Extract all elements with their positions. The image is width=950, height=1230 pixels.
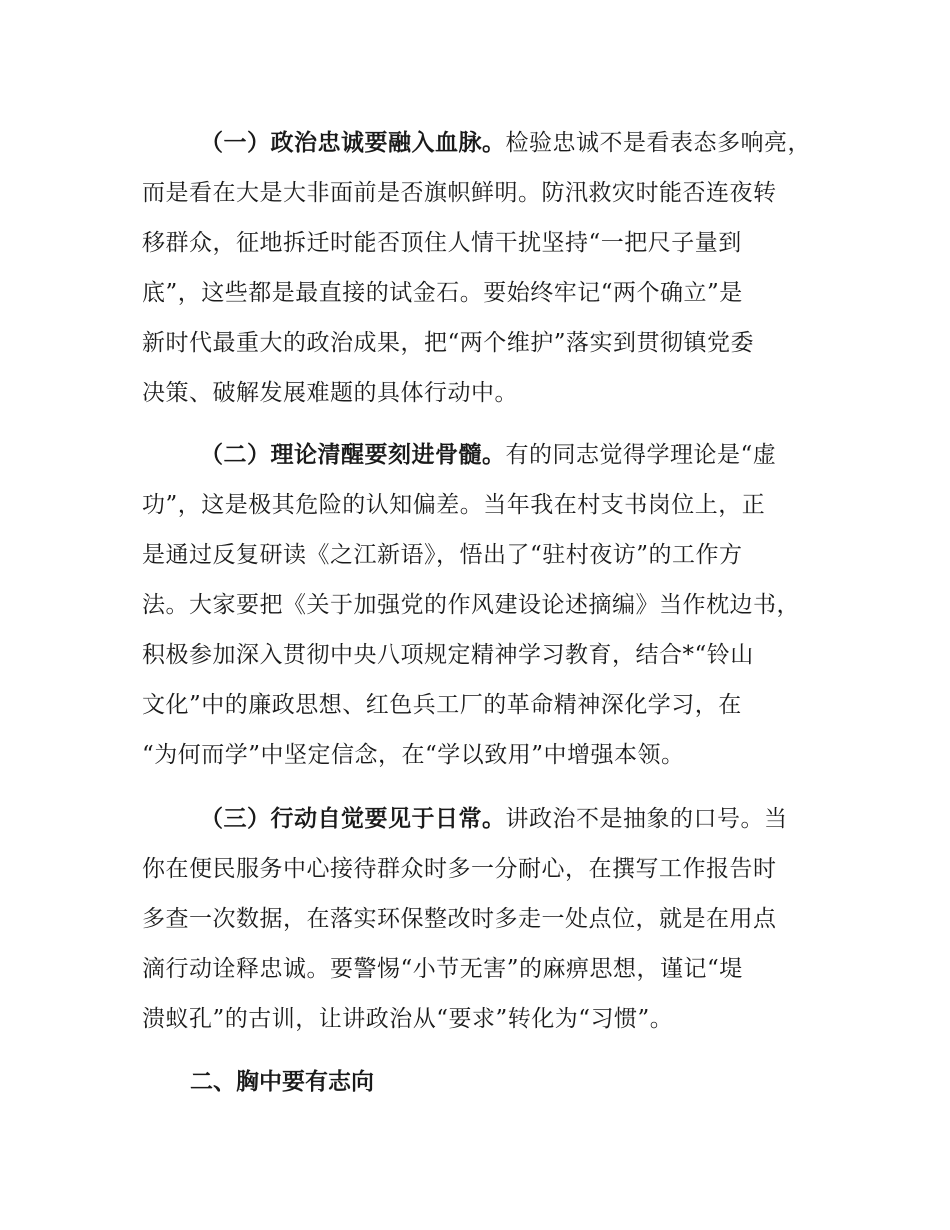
paragraph-heading: （三）行动自觉要见于日常。 <box>200 806 506 832</box>
paragraph-line: 你在便民服务中心接待群众时多一分耐心，在撰写工作报告时 <box>142 856 777 882</box>
paragraph-line: “为何而学”中坚定信念，在“学以致用”中增强本领。 <box>142 742 685 768</box>
paragraph-first-line <box>142 118 814 168</box>
section-title: 二、胸中要有志向 <box>190 1069 374 1095</box>
paragraph-line: 积极参加深入贯彻中央八项规定精神学习教育，结合*“铃山 <box>142 642 754 668</box>
paragraph-line: 滴行动诠释忠诚。要警惕“小节无害”的麻痹思想，谨记“堤 <box>142 956 743 982</box>
paragraph-line: 是通过反复研读《之江新语》，悟出了“驻村夜访”的工作方 <box>142 542 743 568</box>
paragraph-action-awareness <box>142 794 814 1044</box>
paragraph-text: 有的同志觉得学理论是“虚 <box>505 442 777 468</box>
paragraph-line: 多查一次数据，在落实环保整改时多走一处点位，就是在用点 <box>142 906 777 932</box>
paragraph-first-line <box>142 794 814 844</box>
paragraph-line: 功”，这是极其危险的认知偏差。当年我在村支书岗位上，正 <box>142 492 766 518</box>
paragraph-line: 而是看在大是大非面前是否旗帜鲜明。防汛救灾时能否连夜转 <box>142 180 777 206</box>
paragraph-text: 讲政治不是抽象的口号。当 <box>505 806 788 832</box>
paragraph-line: 文化”中的廉政思想、红色兵工厂的革命精神深化学习，在 <box>142 692 742 718</box>
paragraph-political-loyalty <box>142 118 814 418</box>
paragraph-line: 新时代最重大的政治成果，把“两个维护”落实到贯彻镇党委 <box>142 330 755 356</box>
paragraph-heading: （一）政治忠诚要融入血脉。 <box>200 130 506 156</box>
paragraph-text: 检验忠诚不是看表态多响亮， <box>505 130 811 156</box>
paragraph-line: 底”，这些都是最直接的试金石。要始终牢记“两个确立”是 <box>142 280 743 306</box>
paragraph-line: 决策、破解发展难题的具体行动中。 <box>142 380 518 406</box>
paragraph-line: 法。大家要把《关于加强党的作风建设论述摘编》当作枕边书， <box>142 592 800 618</box>
paragraph-first-line <box>142 430 814 480</box>
paragraph-heading: （二）理论清醒要刻进骨髓。 <box>200 442 506 468</box>
paragraph-line: 溃蚁孔”的古训，让讲政治从“要求”转化为“习惯”。 <box>142 1006 674 1032</box>
paragraph-line: 移群众，征地拆迁时能否顶住人情干扰坚持“一把尺子量到 <box>142 230 742 256</box>
paragraph-theory-clarity <box>142 430 814 780</box>
